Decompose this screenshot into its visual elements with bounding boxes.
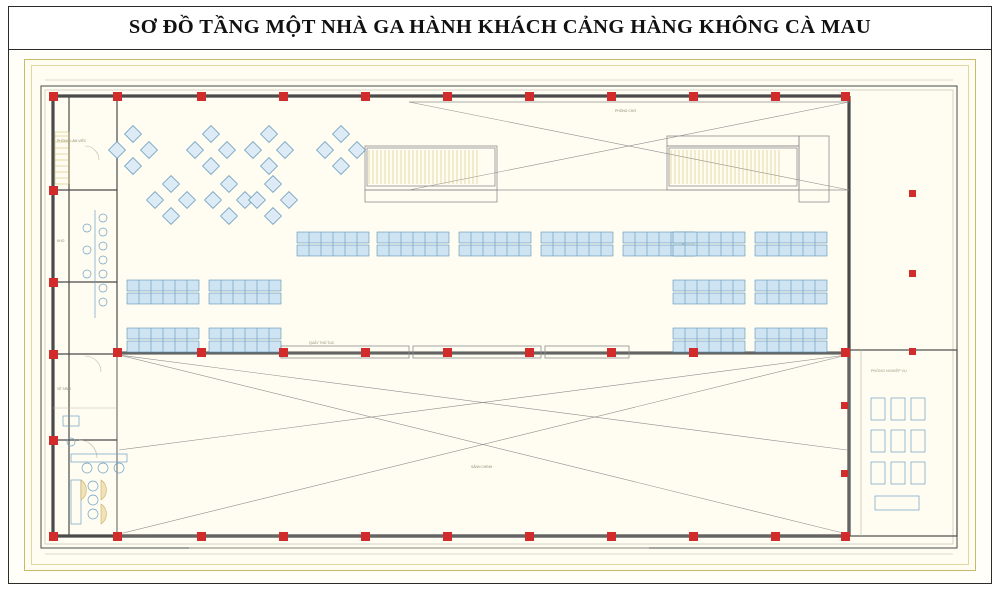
columns: [49, 92, 916, 541]
exterior-lines: [45, 80, 953, 554]
floor-plan-canvas: [9, 50, 991, 583]
page-title: SƠ ĐỒ TẦNG MỘT NHÀ GA HÀNH KHÁCH CẢNG HÀNG KHÔNG CÀ MAU: [128, 16, 872, 38]
stair-right: [667, 136, 829, 202]
label-hall-lower: SẢNH CHÍNH: [471, 465, 493, 469]
stair-left: [365, 146, 497, 202]
left-rooms: [53, 132, 127, 524]
label-counter: QUẦY THỦ TỤC: [309, 341, 335, 345]
right-annex: [849, 350, 957, 536]
counter-row: [281, 340, 629, 358]
seat-block: [127, 280, 281, 352]
seat-block: [297, 232, 827, 256]
left-lower-cluster: [71, 454, 127, 524]
main-walls: [53, 96, 849, 536]
title-block: [8, 6, 992, 50]
label-left-room-3: VỆ SINH: [57, 387, 71, 391]
plan-vector: [9, 50, 991, 583]
label-left-room-1: PHÒNG LÀM VIỆC: [57, 139, 87, 143]
table-sets: [109, 126, 366, 225]
building-outline: [41, 86, 957, 548]
roof-cross-lower: [117, 353, 849, 536]
seat-blocks: [127, 232, 827, 352]
seat-block: [673, 280, 827, 352]
label-hall-upper: PHÒNG CHỜ: [615, 109, 637, 113]
label-left-room-2: KHO: [57, 239, 65, 243]
label-right-room: PHÒNG NGHIỆP VỤ: [871, 369, 907, 373]
